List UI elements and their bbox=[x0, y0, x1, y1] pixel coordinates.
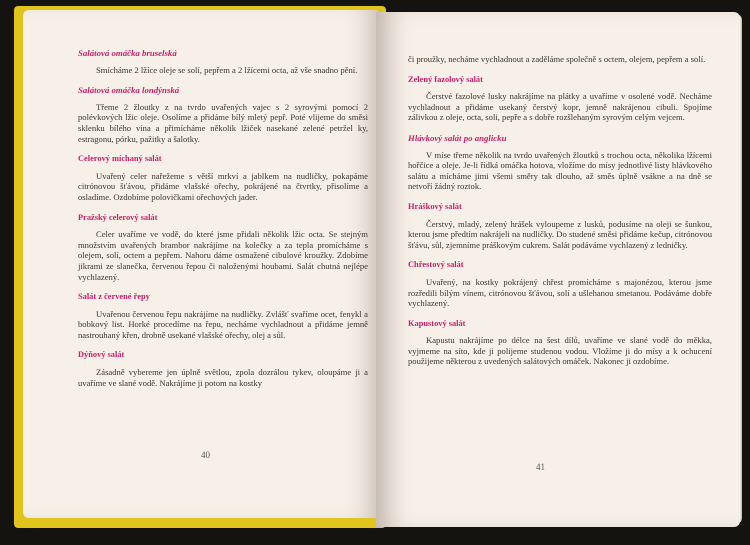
recipe-title: Celerový míchaný salát bbox=[78, 154, 162, 164]
right-page bbox=[376, 12, 740, 527]
left-page-content bbox=[78, 48, 368, 398]
recipe-text: V míse třeme několik na tvrdo uvařených žloutků s trochou octa, několika lžícemi hořčice a oleje. Je-li řídká omáčka hotova, vložíme do mísy jednotlivé listy hlávkového salátu a mícháme jimi všemi směry tak dlouho, až směs úplně vsákne a na dně se netvoří žádný roztok. bbox=[408, 149, 712, 192]
recipe-text: Uvařenou červenou řepu nakrájíme na nudličky. Zvlášť svaříme ocet, fenykl a bobkový list. Horké procedíme na řepu, necháme vychladnout a přidáme jemně nastrouhaný křen, drobně usekané vlašské ořechy, olej a sůl. bbox=[78, 308, 368, 340]
recipe-text: Uvařený celer nařežeme s větší mrkví a jablkem na nudličky, pokapáme citrónovou šťávou, přidáme vlašské ořechy, pokrájené na čtvrtky, přisolíme a osladíme. Ozdobíme polovičkami ořechových jader. bbox=[78, 170, 368, 202]
recipe-text: Třeme 2 žloutky z na tvrdo uvařených vajec s 2 syrovými pomocí 2 polévkových lžic oleje. Osolíme a přidáme bílý mletý pepř. Poté vlijeme do směsi sklenku bílého vína a přimícháme několik lžiček nasekané zelené petržel ky, estragonu, pórku, pažitky a šalotky. bbox=[78, 101, 368, 144]
recipe-text: Čerstvé fazolové lusky nakrájíme na plátky a uvaříme v osolené vodě. Necháme vychladnout a přidáme usekaný čerstvý kopr, jemně nakrájenou cibuli. Spojíme zálivkou z oleje, octa, soli, pepře a s dobře rozšlehaným syrovým celým vejcem. bbox=[408, 91, 712, 123]
recipe-title: Hlávkový salát po anglicku bbox=[408, 132, 507, 143]
recipe-title: Zelený fazolový salát bbox=[408, 74, 483, 84]
recipe-title: Hráškový salát bbox=[408, 201, 462, 211]
recipe-title: Kapustový salát bbox=[408, 318, 466, 328]
recipe-text: Uvařený, na kostky pokrájený chřest promícháme s majonézou, kterou jsme rozředili bílým vínem, citrónovou šťávou, solí a ušlehanou smetanou. Podáváme dobře vychlazený. bbox=[408, 276, 712, 309]
recipe-text: Kapustu nakrájíme po délce na šest dílů, uvaříme ve slané vodě do měkka, vyjmeme na síto, kde ji polijeme studenou vodou. Vložíme ji do mísy a k ochucení použijeme některou z uvedených salátových omáček. Nakonec ji ozdobíme. bbox=[408, 335, 712, 367]
recipe-title: Pražský celerový salát bbox=[78, 212, 158, 222]
recipe-text: Smícháme 2 lžíce oleje se solí, pepřem a 2 lžícemi octa, až vše snadno pění. bbox=[96, 64, 358, 75]
recipe-title: Salát z červené řepy bbox=[78, 292, 150, 302]
recipe-title: Salátová omáčka londýnská bbox=[78, 85, 180, 96]
recipe-title: Chřestový salát bbox=[408, 260, 464, 270]
recipe-title: Salátová omáčka bruselská bbox=[78, 48, 177, 58]
left-page bbox=[23, 10, 378, 518]
recipe-title: Dýňový salát bbox=[78, 350, 125, 360]
recipe-text: Zásadně vybereme jen úplně světlou, zpola dozrálou tykev, oloupáme ji a uvaříme ve slané vodě. Nakrájíme ji potom na kostky bbox=[78, 367, 368, 388]
page-number: 40 bbox=[201, 450, 210, 460]
recipe-text: Čerstvý, mladý, zelený hrášek vyloupeme z lusků, podusíme na oleji se šunkou, kterou jsme předtím nakrájeli na nudličky. Do studené směsi přidáme kečup, citrónovou šťávu, sůl, zjemníme práškovým cukrem. Salát podáváme vychlazený z ledničky. bbox=[408, 218, 712, 250]
page-number: 41 bbox=[536, 462, 545, 472]
right-page-content bbox=[408, 54, 712, 377]
continued-text: či proužky, necháme vychladnout a zaděláme společně s octem, olejem, pepřem a solí. bbox=[408, 54, 706, 64]
recipe-text: Celer uvaříme ve vodě, do které jsme přidali několik lžic octa. Se stejným množstvím uvařených brambor nakrájíme na kolečky a za tepla promícháme s olejem, solí, octem a pepřem. Nahoru dáme osmažené cibulové kroužky. Zdobíme jikrami ze slanečka, červenou řepou či naloženými houbami. Salát chutná nejlépe vychlazený. bbox=[78, 229, 368, 282]
